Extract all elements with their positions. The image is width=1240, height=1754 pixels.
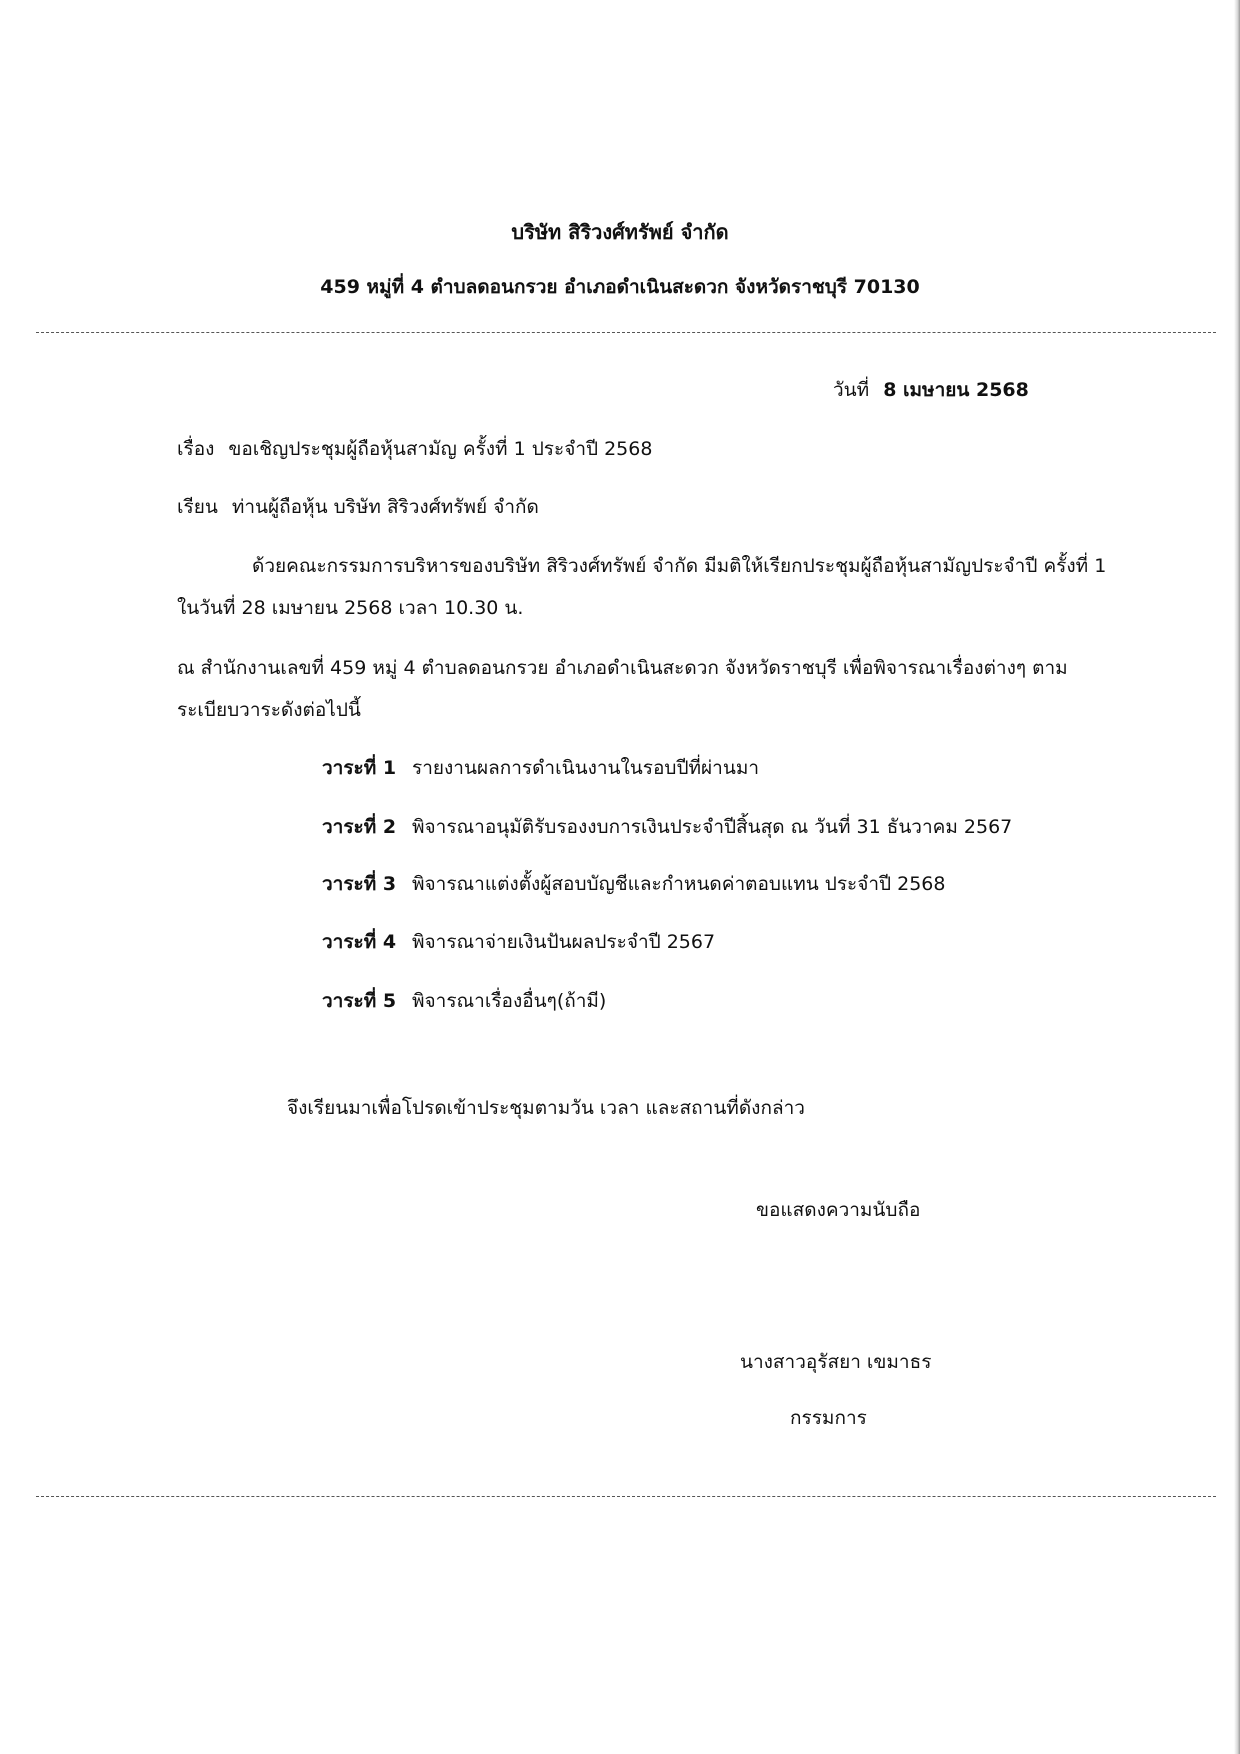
body-paragraph-1-line-2: ในวันที่ 28 เมษายน 2568 เวลา 10.30 น. [177,597,524,619]
body-paragraph-1-line-1: ด้วยคณะกรรมการบริหารของบริษัท สิริวงศ์ทรัพย์ จำกัด มีมติให้เรียกประชุมผู้ถือหุ้นสามัญประจำปี ครั้งที่ 1 [252,555,1107,577]
agenda-number: วาระที่ 2 [322,816,397,838]
agenda-text: พิจารณาอนุมัติรับรองงบการเงินประจำปีสิ้นสุด ณ วันที่ 31 ธันวาคม 2567 [412,816,1013,838]
agenda-number: วาระที่ 4 [322,931,397,953]
date-value: 8 เมษายน 2568 [883,379,1029,401]
body-paragraph-2-line-2: ระเบียบวาระดังต่อไปนี้ [177,699,361,721]
letter-date [833,375,1029,405]
agenda-text: พิจารณาจ่ายเงินปันผลประจำปี 2567 [412,931,716,953]
body-paragraph-2-line-1: ณ สำนักงานเลขที่ 459 หมู่ 4 ตำบลดอนกรวย อำเภอดำเนินสะดวก จังหวัดราชบุรี เพื่อพิจารณาเรื่องต่างๆ ตาม [177,657,1068,679]
recipient-label: เรียน [177,496,218,518]
company-name: บริษัท สิริวงศ์ทรัพย์ จำกัด [511,220,729,244]
agenda-item [322,927,715,957]
agenda-text: รายงานผลการดำเนินงานในรอบปีที่ผ่านมา [412,757,760,779]
agenda-text: พิจารณาเรื่องอื่นๆ(ถ้ามี) [412,990,607,1012]
signer-title: กรรมการ [790,1407,867,1429]
agenda-item [322,812,1012,842]
subject-text: ขอเชิญประชุมผู้ถือหุ้นสามัญ ครั้งที่ 1 ประจำปี 2568 [228,438,653,460]
scan-shadow-edge [1234,0,1240,1754]
agenda-number: วาระที่ 5 [322,990,397,1012]
agenda-item [322,753,759,783]
bottom-dashed-divider [36,1496,1216,1497]
subject-label: เรื่อง [177,438,215,460]
closing-line: จึงเรียนมาเพื่อโปรดเข้าประชุมตามวัน เวลา และสถานที่ดังกล่าว [287,1097,805,1119]
agenda-item [322,986,606,1016]
recipient-line [177,492,539,522]
agenda-number: วาระที่ 1 [322,757,397,779]
top-dashed-divider [36,332,1216,333]
agenda-item [322,869,945,899]
signer-name: นางสาวอุรัสยา เขมาธร [740,1351,932,1373]
date-label: วันที่ [833,379,870,401]
agenda-number: วาระที่ 3 [322,873,397,895]
company-address: 459 หมู่ที่ 4 ตำบลดอนกรวย อำเภอดำเนินสะดวก จังหวัดราชบุรี 70130 [320,276,920,298]
recipient-text: ท่านผู้ถือหุ้น บริษัท สิริวงศ์ทรัพย์ จำกัด [231,496,539,518]
regards-line: ขอแสดงความนับถือ [756,1199,921,1221]
subject-line [177,434,652,464]
agenda-text: พิจารณาแต่งตั้งผู้สอบบัญชีและกำหนดค่าตอบแทน ประจำปี 2568 [412,873,946,895]
